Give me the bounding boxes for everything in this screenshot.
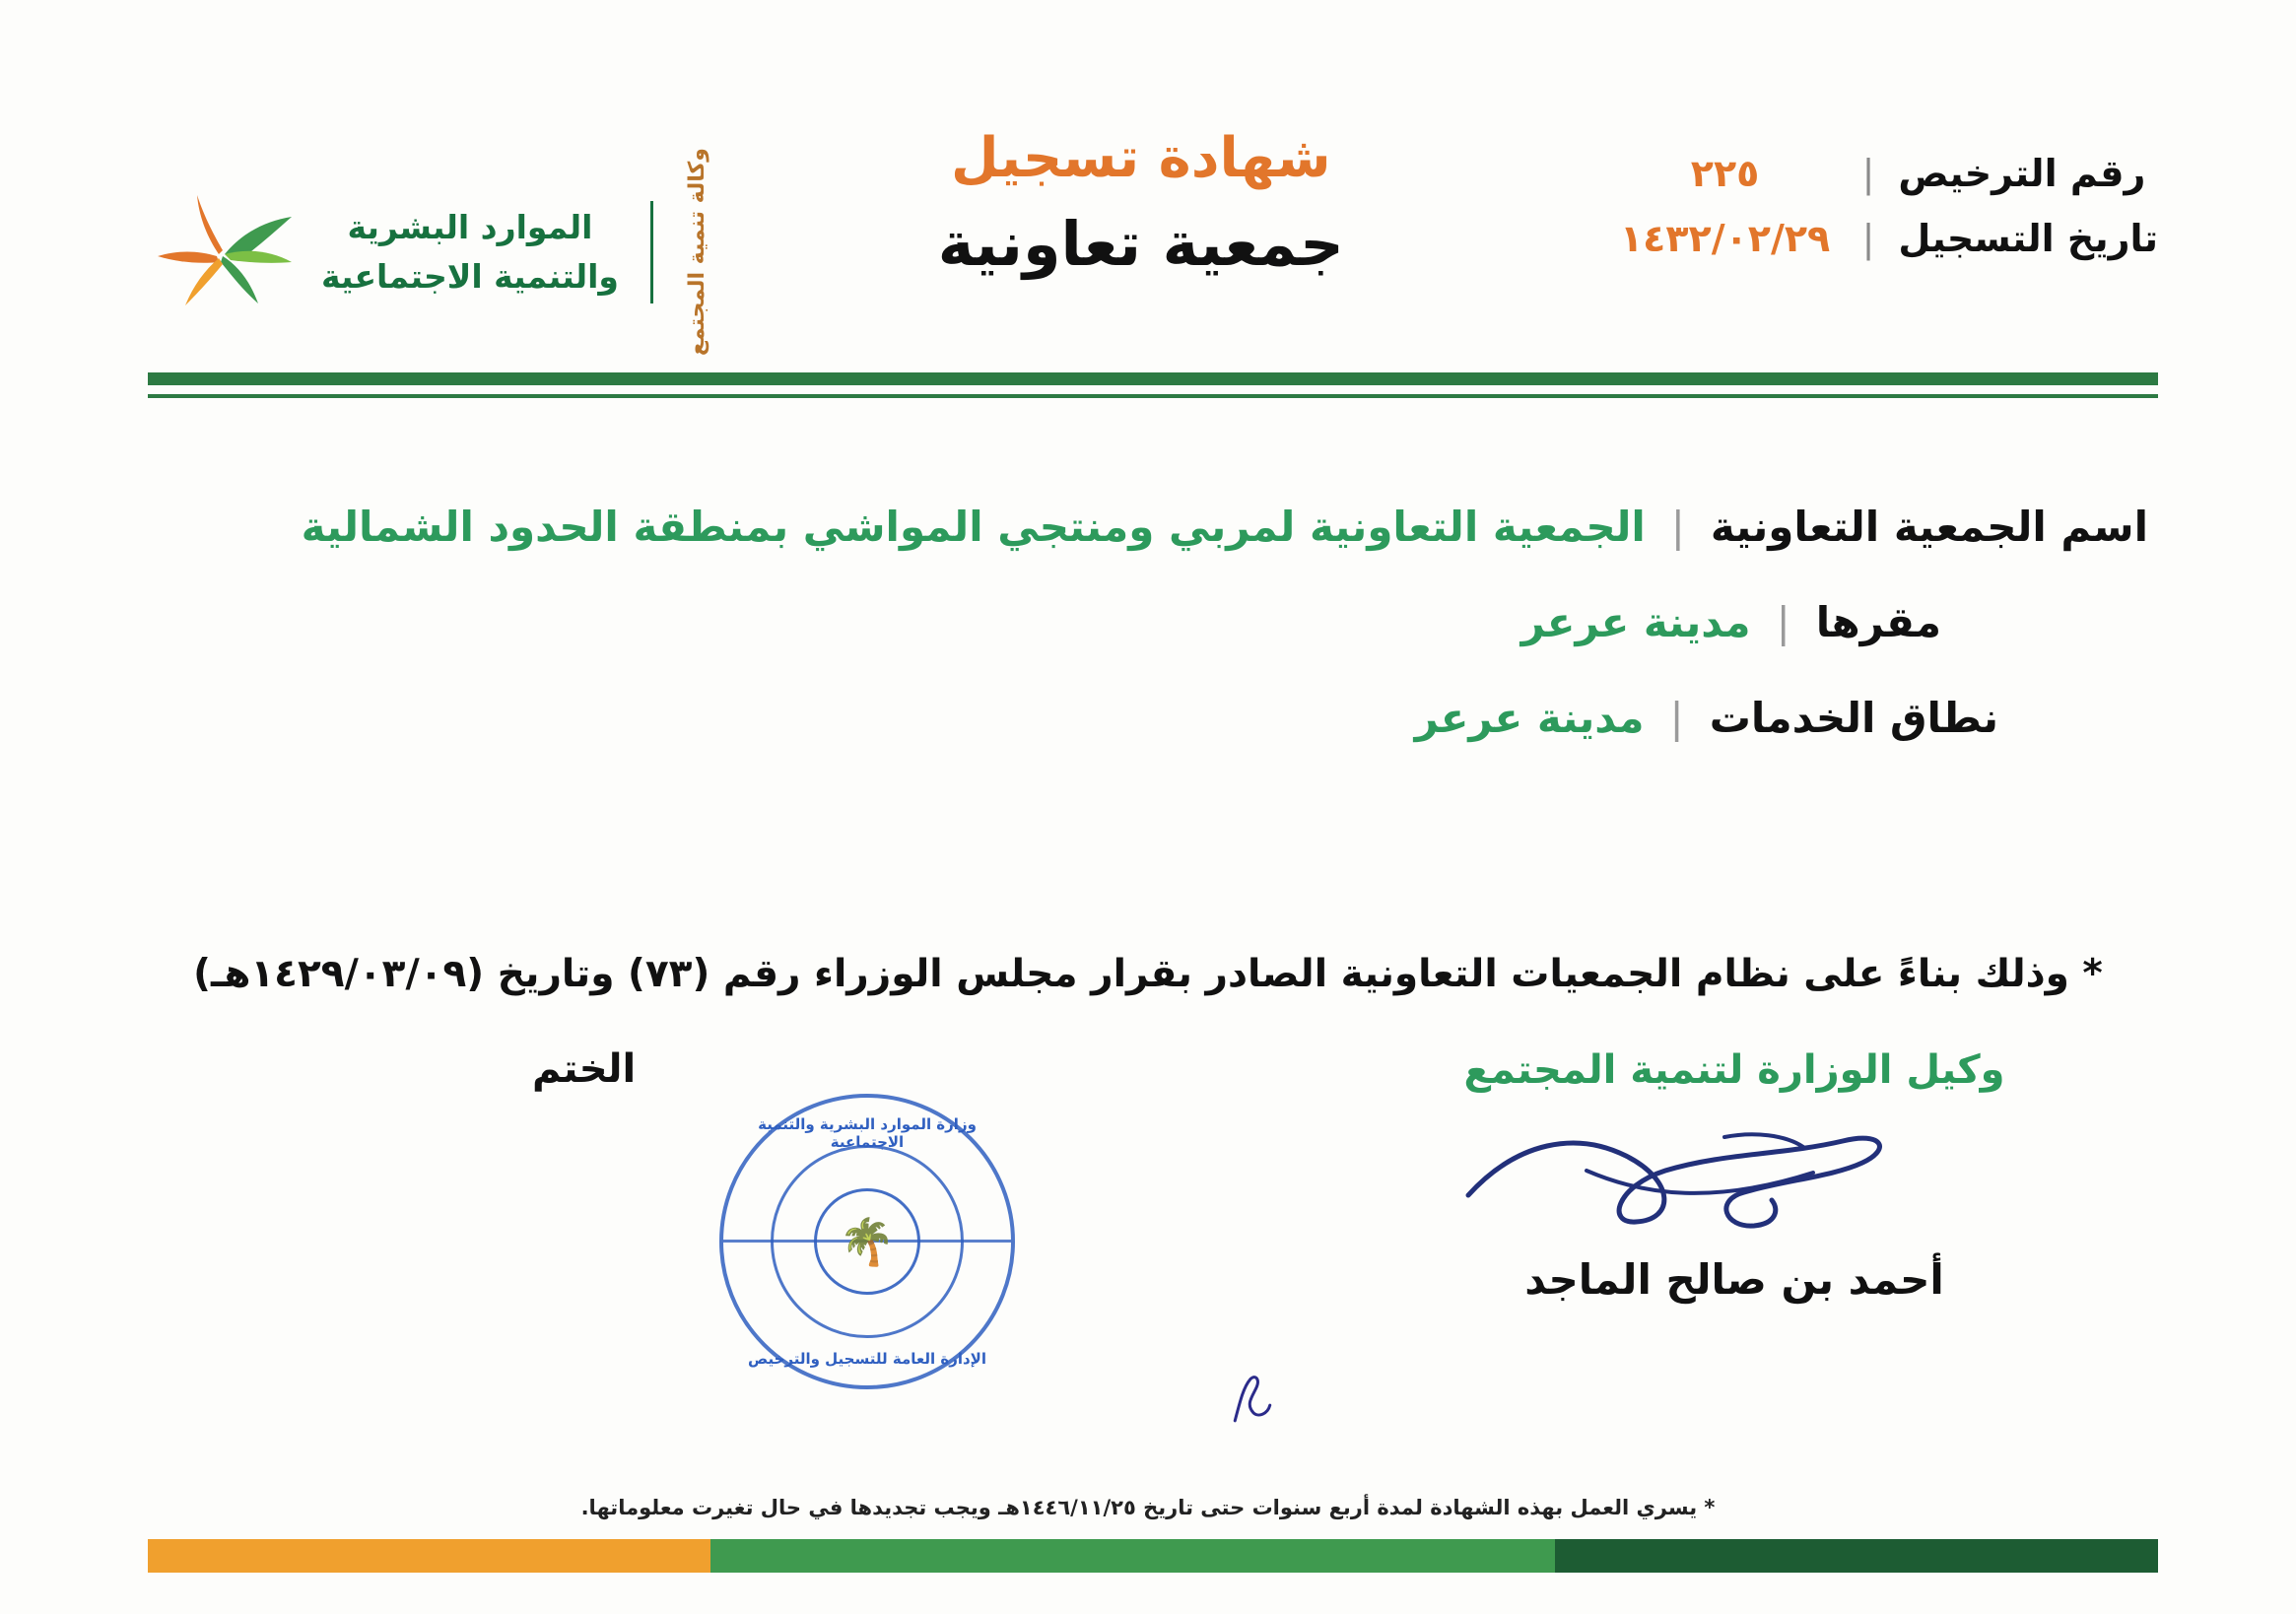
field-label-headquarters: مقرها [1815,598,1941,646]
license-number-label: رقم الترخيص [1898,152,2146,195]
field-row [148,694,2148,742]
field-separator: | [1776,598,1790,646]
license-number-value: ٢٢٥ [1690,152,1760,195]
field-separator: | [1669,694,1684,742]
ministry-name-line1: الموارد البشرية [347,208,593,247]
signature-area [148,1044,2148,1458]
field-separator: | [1670,503,1685,551]
signatory-title: وكيل الوزارة لتنمية المجتمع [1463,1047,2005,1093]
handwritten-initials [1215,1365,1287,1444]
legal-basis-note: * وذلك بناءً على نظام الجمعيات التعاونية الصادر بقرار مجلس الوزراء رقم (٧٣) وتاريخ (١٤٢٩/٠٣/٠٩هـ) [193,952,2103,996]
certificate-header [0,118,2296,357]
official-stamp-icon [719,1094,1015,1389]
ministry-logo-icon [148,193,296,311]
field-label-service-scope: نطاق الخدمات [1709,694,1998,742]
registration-date-value: ١٤٣٢/٠٢/٢٩ [1619,217,1831,260]
stamp-core [814,1188,920,1295]
field-value-service-scope: مدينة عرعر [1414,694,1645,742]
signature-block [1429,1044,2040,1304]
license-number-separator: | [1861,152,1875,195]
certificate-title-block [938,118,1344,284]
registration-date-separator: | [1861,217,1875,260]
agency-name: وكالة تنمية المجتمع [684,148,709,357]
certificate-meta [1612,118,2158,260]
brand-divider [650,201,653,303]
certificate-subtitle: جمعية تعاونية [937,207,1344,280]
registration-date-label: تاريخ التسجيل [1898,217,2158,260]
field-label-society-name: اسم الجمعية التعاونية [1710,503,2148,551]
stamp-label: الختم [532,1046,637,1092]
certificate-title: شهادة تسجيل [950,126,1331,190]
footer-bar-orange [148,1539,710,1573]
field-row [148,598,2148,646]
ministry-brand [148,118,709,356]
ministry-name-line2: والتنمية الاجتماعية [321,256,619,296]
header-rule-thick [148,372,2158,385]
certificate-fields [148,503,2148,742]
footer-color-bar [148,1539,2158,1573]
stamp-bottom-text: الإدارة العامة للتسجيل والترخيص [748,1350,986,1368]
palm-emblem-icon: 🌴 [839,1215,896,1268]
field-row [148,503,2148,551]
ministry-name [321,203,619,301]
header-rule-thin [148,394,2158,398]
signatory-name: أحمد بن صالح الماجد [1524,1255,1944,1304]
validity-footnote: * يسري العمل بهذه الشهادة لمدة أربع سنوات حتى تاريخ ١٤٤٦/١١/٢٥هـ ويجب تجديدها في حال تغيرت معلوماتها. [580,1496,1716,1519]
handwritten-signature [1429,1102,2040,1249]
stamp-top-text: وزارة الموارد البشرية والتنمية الاجتماعية [758,1115,977,1151]
license-number-row [1612,152,2158,195]
field-value-headquarters: مدينة عرعر [1520,598,1751,646]
footer-bar-green [710,1539,1555,1573]
field-value-society-name: الجمعية التعاونية لمربي ومنتجي المواشي بمنطقة الحدود الشمالية [301,503,1646,551]
footer-bar-dark-green [1555,1539,2158,1573]
registration-date-row [1612,217,2158,260]
